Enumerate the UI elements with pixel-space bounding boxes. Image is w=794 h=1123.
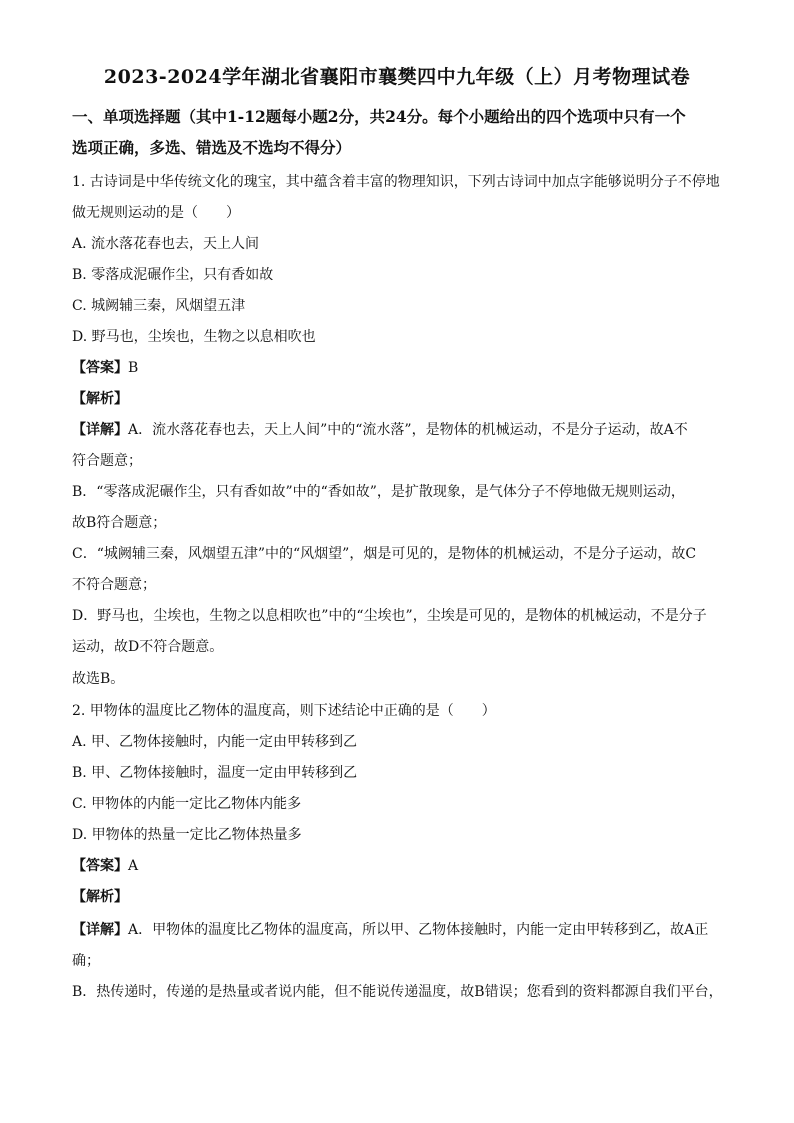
q2-detail-tag: 【详解】 — [72, 922, 128, 938]
q1-option-c: C. 城阙辅三秦，风烟望五津 — [72, 298, 246, 314]
q1-detail-line3: B．“零落成泥碾作尘，只有香如故”中的“香如故”，是扩散现象，是气体分子不停地做无规则运动， — [72, 484, 685, 500]
q1-stem-line1: 1. 古诗词是中华传统文化的瑰宝，其中蕴含着丰富的物理知识，下列古诗词中加点字能够说明分子不停地 — [72, 174, 720, 190]
q1-detail-line7: D．野马也，尘埃也，生物之以息相吹也”中的“尘埃也”，尘埃是可见的，是物体的机械运动，不是分子 — [72, 608, 707, 624]
q2-option-d: D. 甲物体的热量一定比乙物体热量多 — [72, 827, 302, 843]
q2-detail-text1: A．甲物体的温度比乙物体的温度高，所以甲、乙物体接触时，内能一定由甲转移到乙，故A正 — [128, 922, 709, 938]
q2-option-c: C. 甲物体的内能一定比乙物体内能多 — [72, 796, 302, 812]
q2-option-b: B. 甲、乙物体接触时，温度一定由甲转移到乙 — [72, 765, 358, 781]
q2-answer — [72, 857, 732, 875]
q1-answer — [72, 359, 732, 377]
q2-answer-value: A — [128, 858, 139, 874]
q1-detail-text1: A．流水落花春也去，天上人间”中的“流水落”，是物体的机械运动，不是分子运动，故A不 — [128, 422, 688, 438]
q1-detail-tag: 【详解】 — [72, 422, 128, 438]
q1-stem-line2: 做无规则运动的是（ ） — [72, 205, 240, 221]
section-heading-line2: 选项正确，多选、错选及不选均不得分） — [72, 138, 352, 157]
q2-detail-line1 — [72, 921, 732, 939]
q2-detail-line3: B．热传递时，传递的是热量或者说内能，但不能说传递温度，故B错误；您看到的资料都源自我们平台， — [72, 984, 723, 1000]
q1-option-b: B. 零落成泥碾作尘，只有香如故 — [72, 267, 274, 283]
q2-analysis-tag: 【解析】 — [72, 889, 128, 905]
q1-conclusion: 故选B。 — [72, 671, 125, 687]
q1-option-d: D. 野马也，尘埃也，生物之以息相吹也 — [72, 329, 316, 345]
q2-option-a: A. 甲、乙物体接触时，内能一定由甲转移到乙 — [72, 734, 358, 750]
page-title: 2023-2024学年湖北省襄阳市襄樊四中九年级（上）月考物理试卷 — [103, 66, 691, 88]
q1-detail-line4: 故B符合题意； — [72, 515, 167, 531]
q2-detail-line2: 确； — [72, 953, 100, 969]
q1-detail-line1 — [72, 421, 732, 439]
q1-detail-line5: C．“城阙辅三秦，风烟望五津”中的“风烟望”，烟是可见的，是物体的机械运动，不是分子运动，故C — [72, 546, 697, 562]
q2-answer-tag: 【答案】 — [72, 858, 128, 874]
q1-answer-value: B — [128, 360, 139, 376]
q1-detail-line2: 符合题意； — [72, 453, 142, 469]
q1-detail-line8: 运动，故D不符合题意。 — [72, 639, 224, 655]
section-heading-line1: 一、单项选择题（其中1-12题每小题2分，共24分。每个小题给出的四个选项中只有一个 — [72, 107, 686, 126]
q2-stem: 2. 甲物体的温度比乙物体的温度高，则下述结论中正确的是（ ） — [72, 703, 496, 719]
q1-answer-tag: 【答案】 — [72, 360, 128, 376]
q1-detail-line6: 不符合题意； — [72, 577, 156, 593]
q1-analysis-tag: 【解析】 — [72, 391, 128, 407]
q1-option-a: A. 流水落花春也去，天上人间 — [72, 236, 260, 252]
